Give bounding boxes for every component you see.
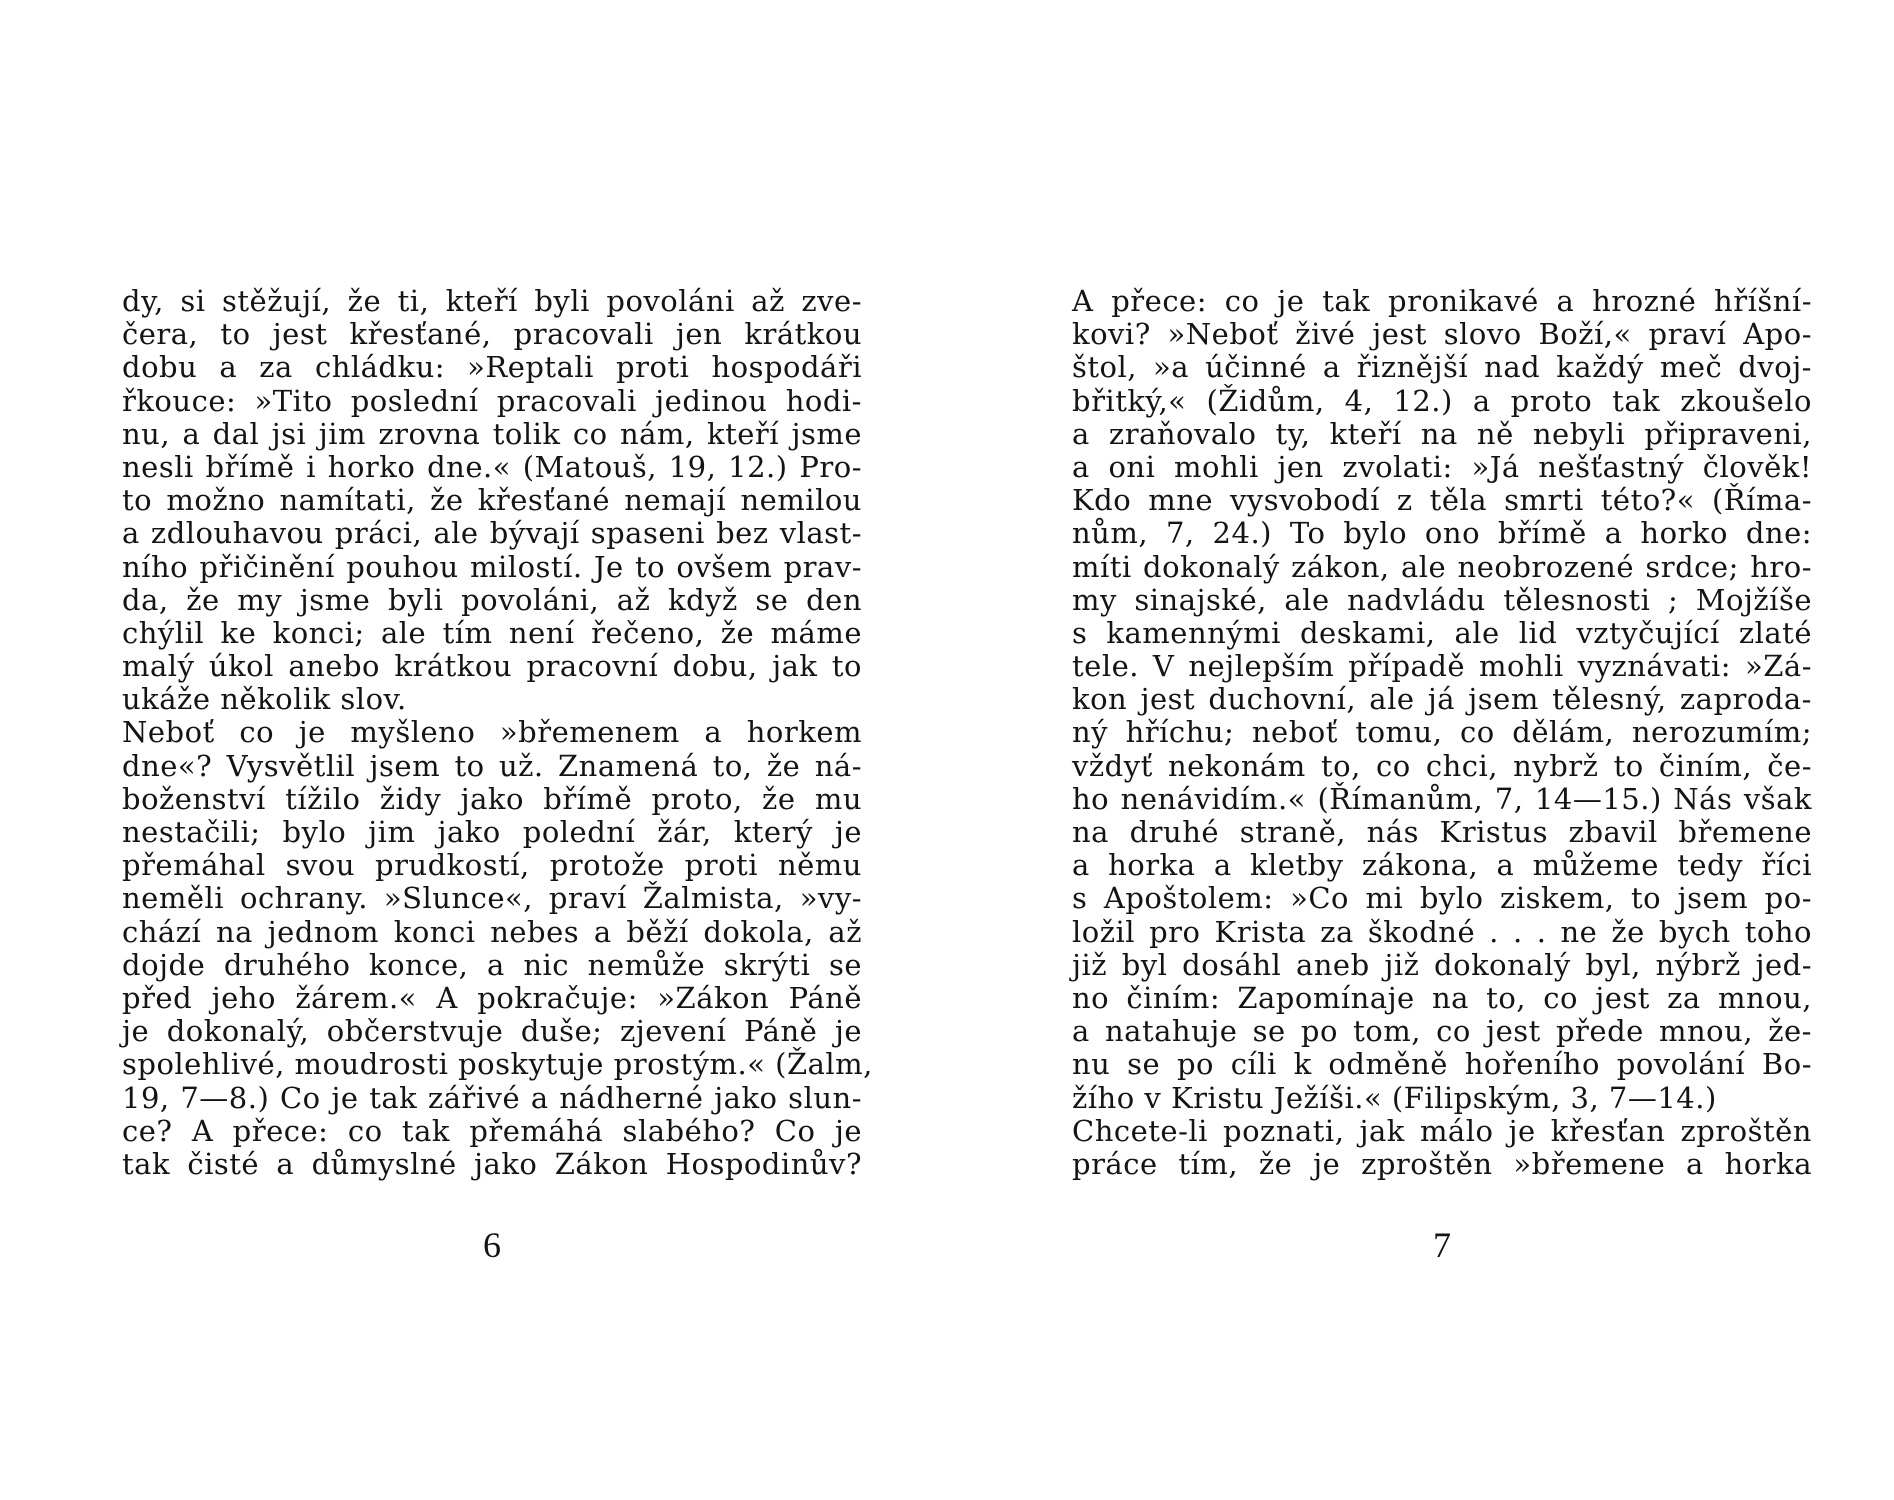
text-line: 19, 7—8.) Co je tak zářivé a nádherné jako slun- (122, 1080, 862, 1115)
text-line: da, že my jsme byli povoláni, až když se den (122, 582, 862, 617)
text-line: míti dokonalý zákon, ale neobrozené srdce; hro- (1072, 549, 1812, 584)
text-line: Kdo mne vysvobodí z těla smrti této?« (Říma- (1072, 483, 1812, 518)
text-line: spolehlivé, moudrosti poskytuje prostým.« (Žalm, (122, 1047, 873, 1082)
left-page-text (122, 284, 873, 1181)
text-line: čera, to jest křesťané, pracovali jen krátkou (122, 317, 862, 352)
text-line: práce tím, že je zproštěn »břemene a horka (1072, 1146, 1812, 1181)
text-line: ce? A přece: co tak přemáhá slabého? Co je (122, 1113, 862, 1148)
right-page (1072, 285, 1812, 1265)
text-line: a oni mohli jen zvolati: »Já nešťastný člověk! (1072, 449, 1812, 484)
text-line: Neboť co je myšleno »břemenem a horkem (122, 715, 862, 750)
text-line: malý úkol anebo krátkou pracovní dobu, jak to (122, 649, 862, 684)
text-line: nesli břímě i horko dne.« (Matouš, 19, 12.) Pro- (122, 449, 862, 484)
text-line: nu, a dal jsi jim zrovna tolik co nám, kteří jsme (122, 416, 862, 451)
text-line: štol, »a účinné a řiznější nad každý meč dvoj- (1072, 350, 1812, 385)
text-line: tele. V nejlepším případě mohli vyznávati: »Zá- (1072, 649, 1812, 684)
text-line: a horka a kletby zákona, a můžeme tedy říci (1072, 848, 1812, 883)
text-line: my sinajské, ale nadvládu tělesnosti ; Mojžíše (1072, 582, 1812, 617)
page-number: 7 (1433, 1225, 1451, 1265)
text-line: dy, si stěžují, že ti, kteří byli povoláni až zve- (122, 284, 862, 318)
text-line: to možno namítati, že křesťané nemají nemilou (122, 483, 862, 518)
text-line: ního přičinění pouhou milostí. Je to ovšem prav- (122, 549, 862, 584)
text-line: nestačili; bylo jim jako polední žár, který je (122, 815, 862, 849)
text-line: ukáže několik slov. (122, 682, 407, 717)
text-line: ložil pro Krista za škodné . . . ne že bych toho (1072, 914, 1812, 949)
text-line: před jeho žárem.« A pokračuje: »Zákon Páně (122, 980, 862, 1015)
text-line: chází na jednom konci nebes a běží dokola, až (122, 914, 862, 949)
text-line: a zraňovalo ty, kteří na ně nebyli připraveni, (1072, 416, 1812, 451)
text-line: nům, 7, 24.) To bylo ono břímě a horko dne: (1072, 516, 1812, 551)
text-line: no činím: Zapomínaje na to, co jest za mnou, (1072, 980, 1812, 1015)
text-line: nu se po cíli k odměně hořeního povolání Bo- (1072, 1047, 1812, 1082)
text-line: kovi? »Neboť živé jest slovo Boží,« praví Apo- (1072, 317, 1812, 352)
text-line: s kamennými deskami, ale lid vztyčující zlaté (1072, 615, 1812, 650)
text-line: na druhé straně, nás Kristus zbavil břemene (1072, 815, 1812, 849)
right-page-text (1072, 285, 1812, 1181)
text-line: dne«? Vysvětlil jsem to už. Znamená to, že ná- (122, 748, 862, 783)
text-line: A přece: co je tak pronikavé a hrozné hříšní- (1072, 284, 1812, 318)
left-page (122, 284, 873, 1265)
text-line: dojde druhého konce, a nic nemůže skrýti se (122, 947, 862, 982)
text-line: vždyť nekonám to, co chci, nybrž to činím, če- (1072, 748, 1812, 783)
text-line: kon jest duchovní, ale já jsem tělesný, zaproda- (1072, 682, 1812, 717)
text-line: již byl dosáhl aneb již dokonalý byl, nýbrž jed- (1072, 947, 1812, 982)
text-line: Chcete-li poznati, jak málo je křesťan zproštěn (1072, 1113, 1812, 1148)
text-line: s Apoštolem: »Co mi bylo ziskem, to jsem po- (1072, 881, 1812, 916)
text-line: chýlil ke konci; ale tím není řečeno, že máme (122, 615, 862, 650)
text-line: a natahuje se po tom, co jest přede mnou, že- (1072, 1014, 1812, 1049)
text-line: boženství tížilo židy jako břímě proto, že mu (122, 781, 862, 816)
text-line: žího v Kristu Ježíši.« (Filipským, 3, 7—14.) (1072, 1080, 1717, 1115)
page-number: 6 (483, 1225, 501, 1265)
text-line: ný hříchu; neboť tomu, co dělám, nerozumím; (1072, 715, 1812, 750)
text-line: ho nenávidím.« (Římanům, 7, 14—15.) Nás však (1072, 781, 1812, 816)
text-line: přemáhal svou prudkostí, protože proti němu (122, 848, 862, 883)
text-line: je dokonalý, občerstvuje duše; zjevení Páně je (122, 1014, 862, 1049)
text-line: břitký,« (Židům, 4, 12.) a proto tak zkoušelo (1072, 383, 1812, 418)
text-line: řkouce: »Tito poslední pracovali jedinou hodi- (122, 383, 862, 418)
text-line: neměli ochrany. »Slunce«, praví Žalmista, »vy- (122, 881, 862, 916)
text-line: dobu a za chládku: »Reptali proti hospodáři (122, 350, 862, 385)
text-line: tak čisté a důmyslné jako Zákon Hospodinův? (122, 1146, 862, 1181)
text-line: a zdlouhavou práci, ale bývají spaseni bez vlast- (122, 516, 862, 551)
